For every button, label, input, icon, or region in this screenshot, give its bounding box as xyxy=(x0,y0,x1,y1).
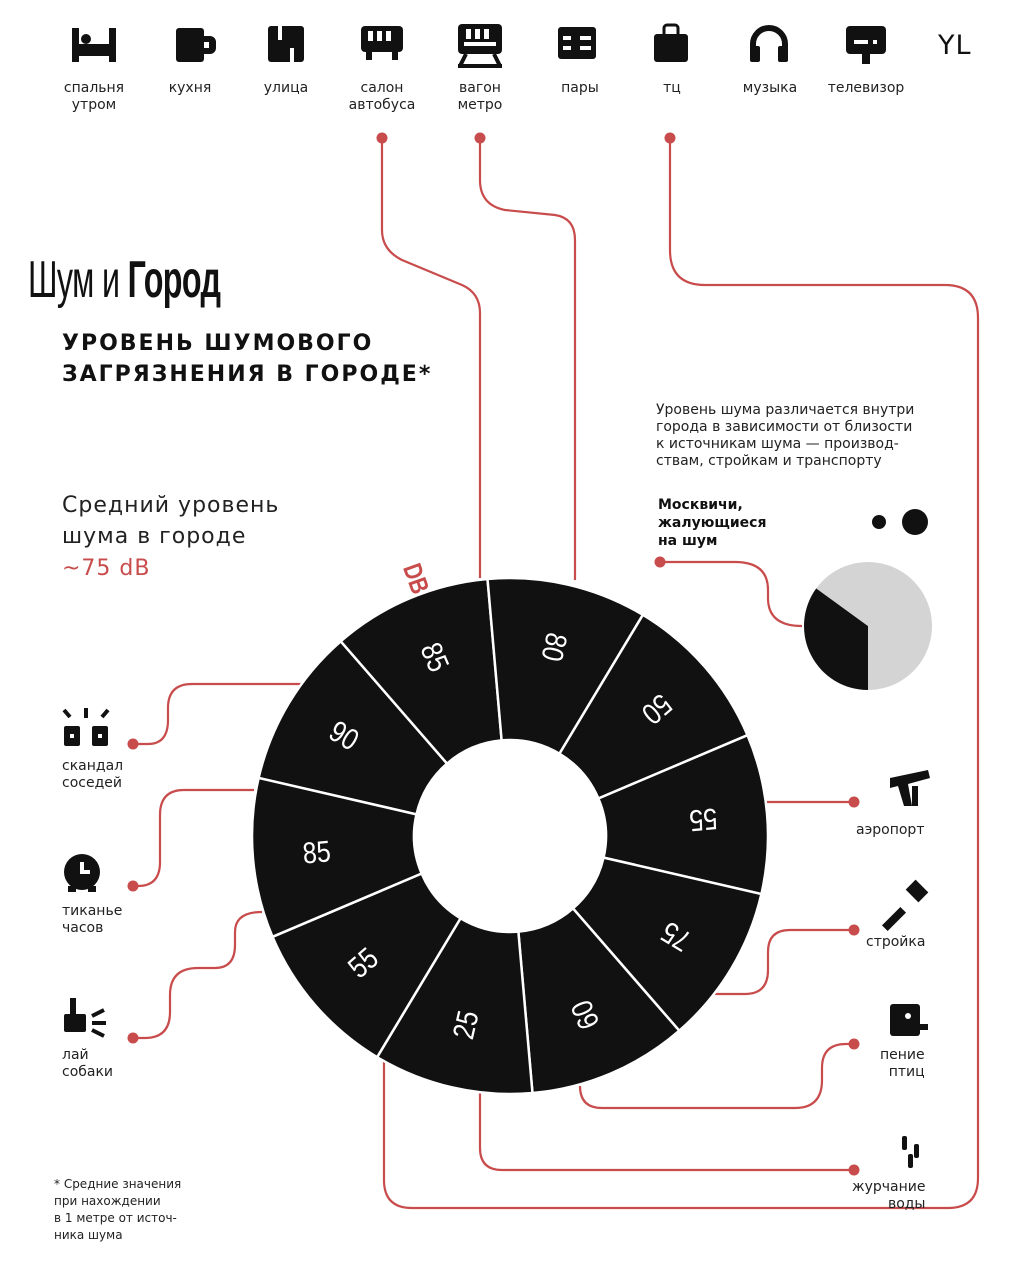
top-label-metro: вагон метро xyxy=(457,80,503,113)
connector-dot xyxy=(475,133,486,144)
conn-dog xyxy=(133,912,262,1038)
tv-icon xyxy=(846,26,886,64)
legend-dot-large xyxy=(902,509,928,535)
mug-icon xyxy=(176,28,216,62)
top-label-kitchen: кухня xyxy=(168,80,212,96)
connector-dot xyxy=(665,133,676,144)
water-icon xyxy=(902,1136,919,1168)
bus-icon xyxy=(361,26,403,60)
connector-dot xyxy=(128,881,139,892)
donut-value-label: 90 xyxy=(323,714,369,761)
top-label-tv: телевизор xyxy=(827,80,905,96)
complaints-pie-chart xyxy=(804,509,932,690)
donut-value-label: 50 xyxy=(630,687,678,734)
average-noise-value: ~75 dB xyxy=(62,556,151,581)
noise-note: Уровень шума различается внутри города в зависимости от близости к источникам шума — производ- ствам, стройкам и транспорту xyxy=(656,402,915,469)
connector-dot xyxy=(849,1165,860,1176)
plane-icon xyxy=(890,770,930,806)
top-label-music: музыка xyxy=(742,80,798,96)
donut-unit-label: DB xyxy=(397,559,439,605)
dog-bark-icon xyxy=(64,998,106,1036)
connector-dot xyxy=(655,557,666,568)
quarrel-icon xyxy=(64,708,108,746)
average-noise-label: Средний уровень шума в городе xyxy=(62,493,280,549)
bird-icon xyxy=(890,1004,928,1036)
donut-value-label: 55 xyxy=(342,938,390,985)
top-label-mall: тц xyxy=(663,80,681,96)
side-label-dog: лай собаки xyxy=(62,1047,114,1080)
donut-value-label: 25 xyxy=(447,1002,487,1043)
page-subtitle: УРОВЕНЬ ШУМОВОГО ЗАГРЯЗНЕНИЯ В ГОРОДЕ* xyxy=(62,331,433,387)
connector-dot xyxy=(849,797,860,808)
conn-pie xyxy=(660,562,802,626)
connector-dot xyxy=(849,1039,860,1050)
metro-icon xyxy=(458,24,502,68)
donut-value-label: 85 xyxy=(413,638,457,682)
noise-donut-chart xyxy=(252,559,768,1094)
side-label-quarrel: скандал соседей xyxy=(62,758,124,791)
footnote: * Средние значения при нахождении в 1 метре от источ- ника шума xyxy=(54,1177,182,1242)
pie-title: Москвичи, жалующиеся на шум xyxy=(658,497,767,549)
side-label-airport: аэропорт xyxy=(856,822,925,838)
connector-dot xyxy=(377,133,388,144)
clock-icon xyxy=(64,854,100,892)
conn-metro xyxy=(480,138,575,580)
brand-logo: YL xyxy=(938,30,972,61)
donut-value-label: 75 xyxy=(651,911,697,958)
street-icon xyxy=(268,26,304,62)
donut-value-label: 60 xyxy=(563,990,607,1034)
conn-water xyxy=(480,1090,854,1170)
side-label-birds: пение птиц xyxy=(880,1047,925,1080)
side-label-clock: тиканье часов xyxy=(62,903,123,936)
shopping-bag-icon xyxy=(654,25,688,62)
side-label-water: журчание воды xyxy=(852,1179,926,1212)
hammer-icon xyxy=(882,880,928,931)
legend-dot-small xyxy=(872,515,886,529)
conn-clock xyxy=(133,790,254,886)
top-label-bus: салон автобуса xyxy=(348,80,416,113)
donut-value-label: 55 xyxy=(682,801,719,838)
lecture-icon xyxy=(558,27,596,59)
page-title xyxy=(28,250,220,310)
top-label-street: улица xyxy=(263,80,309,96)
side-label-construction: стройка xyxy=(866,934,926,950)
connector-dot xyxy=(849,925,860,936)
connector-dot xyxy=(128,739,139,750)
title-part-1: Шум и xyxy=(28,251,128,309)
headphones-icon xyxy=(750,28,788,62)
title-part-2: Город xyxy=(127,251,221,309)
connector-dot xyxy=(128,1033,139,1044)
donut-value-label: 80 xyxy=(533,629,573,670)
donut-value-label: 85 xyxy=(301,834,338,871)
bed-icon xyxy=(72,28,116,62)
top-label-lecture: пары xyxy=(561,80,599,96)
top-label-bedroom: спальня утром xyxy=(63,80,125,113)
